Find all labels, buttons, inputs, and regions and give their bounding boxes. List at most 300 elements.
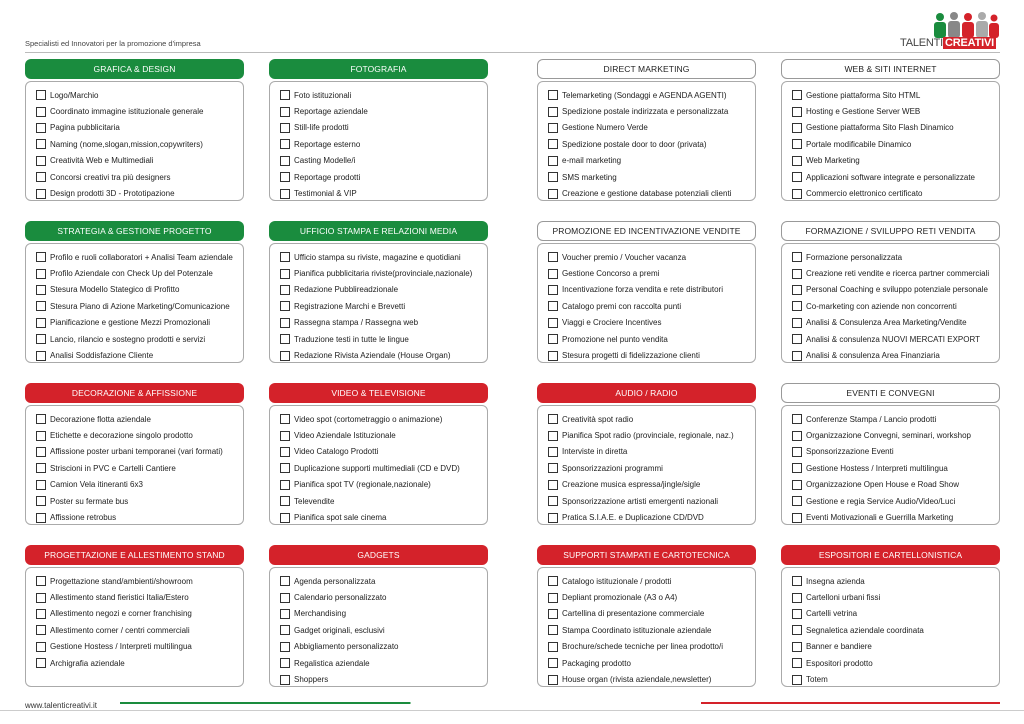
checklist-item xyxy=(280,493,487,509)
checkbox[interactable] xyxy=(548,642,558,652)
checklist-item-label: Pianifica pubblicitaria riviste(provinciale,nazionale) xyxy=(294,269,473,279)
checklist-item-label: Reportage esterno xyxy=(294,139,361,149)
checklist-item xyxy=(36,606,243,622)
checkbox[interactable] xyxy=(548,447,558,457)
checkbox[interactable] xyxy=(792,431,802,441)
checklist-item-label: Redazione Pubblireadzionale xyxy=(294,285,399,295)
checklist-item xyxy=(36,493,243,509)
checkbox[interactable] xyxy=(36,318,46,328)
checklist-item xyxy=(36,622,243,638)
checklist-item xyxy=(548,460,755,476)
checklist-item-label: Insegna azienda xyxy=(806,576,865,586)
checklist-item-label: Testimonial & VIP xyxy=(294,189,357,199)
checklist-item-label: SMS marketing xyxy=(562,172,617,182)
checkbox[interactable] xyxy=(36,642,46,652)
checklist-item-label: Segnaletica aziendale coordinata xyxy=(806,625,924,635)
checklist-item xyxy=(36,427,243,443)
checkbox[interactable] xyxy=(36,334,46,344)
checklist-item xyxy=(280,477,487,493)
checklist-item-label: Cartelli vetrina xyxy=(806,609,858,619)
checklist-item-label: Gestione Concorso a premi xyxy=(562,269,660,279)
checklist-item-label: Logo/Marchio xyxy=(50,90,99,100)
section-title: DECORAZIONE & AFFISSIONE xyxy=(25,383,244,403)
tagline: Specialisti ed Innovatori per la promozione d'impresa xyxy=(25,39,201,48)
people-logo-icon xyxy=(930,12,1000,38)
checkbox[interactable] xyxy=(792,675,802,685)
checklist-item-label: Espositori prodotto xyxy=(806,658,873,668)
checkbox[interactable] xyxy=(792,189,802,199)
checkbox[interactable] xyxy=(280,301,290,311)
checkbox[interactable] xyxy=(36,301,46,311)
checklist-item xyxy=(36,136,243,152)
checklist-item-label: Foto istituzionali xyxy=(294,90,352,100)
checklist-item-label: Reportage prodotti xyxy=(294,172,361,182)
checklist-item-label: Allestimento negozi e corner franchising xyxy=(50,609,192,619)
checklist-item xyxy=(548,671,755,687)
checklist-item-label: Stesura Piano di Azione Marketing/Comunicazione xyxy=(50,301,230,311)
checkbox[interactable] xyxy=(548,301,558,311)
checkbox[interactable] xyxy=(36,90,46,100)
section-checklist xyxy=(781,81,1000,201)
checklist-item xyxy=(792,639,999,655)
section-checklist xyxy=(25,243,244,363)
checkbox[interactable] xyxy=(548,252,558,262)
checklist-item-label: Regalistica aziendale xyxy=(294,658,370,668)
checklist-item xyxy=(548,249,755,265)
checklist-item xyxy=(36,169,243,185)
checklist-item xyxy=(792,477,999,493)
checklist-item xyxy=(792,655,999,671)
checkbox[interactable] xyxy=(548,480,558,490)
checklist-item-label: Creazione musica espressa/jingle/sigle xyxy=(562,480,701,490)
checklist-item xyxy=(792,120,999,136)
checklist-item xyxy=(548,120,755,136)
checklist-item xyxy=(792,589,999,605)
section-panel xyxy=(537,59,756,201)
checkbox[interactable] xyxy=(548,285,558,295)
checklist-item-label: Redazione Rivista Aziendale (House Organ) xyxy=(294,351,451,361)
checklist-item xyxy=(548,103,755,119)
checklist-item xyxy=(280,509,487,525)
section-checklist xyxy=(781,405,1000,525)
checklist-item xyxy=(280,249,487,265)
checklist-item-label: Analisi & consulenza Area Finanziaria xyxy=(806,351,940,361)
checklist-item-label: Allestimento stand fieristici Italia/Estero xyxy=(50,593,189,603)
checkbox[interactable] xyxy=(280,593,290,603)
checkbox[interactable] xyxy=(792,576,802,586)
checkbox[interactable] xyxy=(280,414,290,424)
checkbox[interactable] xyxy=(280,189,290,199)
section-checklist xyxy=(537,243,756,363)
checklist-item-label: Lancio, rilancio e sostegno prodotti e servizi xyxy=(50,334,206,344)
checkbox[interactable] xyxy=(280,351,290,361)
checklist-item-label: Pratica S.I.A.E. e Duplicazione CD/DVD xyxy=(562,513,704,523)
checklist-item-label: Naming (nome,slogan,mission,copywriters) xyxy=(50,139,203,149)
checklist-item xyxy=(280,573,487,589)
checkbox[interactable] xyxy=(792,480,802,490)
checkbox[interactable] xyxy=(548,463,558,473)
checkbox[interactable] xyxy=(36,576,46,586)
checkbox[interactable] xyxy=(792,139,802,149)
checklist-item xyxy=(280,120,487,136)
checkbox[interactable] xyxy=(792,496,802,506)
checkbox[interactable] xyxy=(36,447,46,457)
checklist-item-label: Organizzazione Convegni, seminari, workshop xyxy=(806,431,971,441)
checkbox[interactable] xyxy=(280,156,290,166)
section-panel xyxy=(269,545,488,687)
checklist-item xyxy=(792,265,999,281)
checklist-item-label: Cartelloni urbani fissi xyxy=(806,593,881,603)
checkbox[interactable] xyxy=(36,625,46,635)
checklist-item-label: Design prodotti 3D - Prototipazione xyxy=(50,189,175,199)
checklist-item xyxy=(36,153,243,169)
checklist-item-label: Interviste in diretta xyxy=(562,447,628,457)
checkbox[interactable] xyxy=(548,90,558,100)
checkbox[interactable] xyxy=(548,189,558,199)
section-title: DIRECT MARKETING xyxy=(537,59,756,79)
checkbox[interactable] xyxy=(548,513,558,523)
checkbox[interactable] xyxy=(548,658,558,668)
section-panel xyxy=(781,59,1000,201)
section-checklist xyxy=(25,567,244,687)
checkbox[interactable] xyxy=(792,252,802,262)
checkbox[interactable] xyxy=(36,414,46,424)
checkbox[interactable] xyxy=(792,609,802,619)
checkbox[interactable] xyxy=(792,658,802,668)
checkbox[interactable] xyxy=(280,318,290,328)
checklist-item xyxy=(280,282,487,298)
checkbox[interactable] xyxy=(280,609,290,619)
section-checklist xyxy=(269,405,488,525)
checkbox[interactable] xyxy=(792,593,802,603)
checklist-item-label: Video spot (cortometraggio o animazione) xyxy=(294,414,443,424)
checkbox[interactable] xyxy=(36,189,46,199)
checkbox[interactable] xyxy=(548,334,558,344)
checkbox[interactable] xyxy=(280,447,290,457)
checkbox[interactable] xyxy=(36,431,46,441)
checklist-item xyxy=(280,347,487,363)
checklist-item xyxy=(280,444,487,460)
footer-tricolor-line xyxy=(120,702,1000,704)
checklist-item xyxy=(280,639,487,655)
checklist-item-label: Traduzione testi in tutte le lingue xyxy=(294,334,409,344)
checklist-item xyxy=(36,120,243,136)
checklist-item-label: Affissione retrobus xyxy=(50,513,117,523)
checklist-item xyxy=(792,315,999,331)
checklist-item xyxy=(792,671,999,687)
checklist-item-label: Stesura progetti di fidelizzazione clienti xyxy=(562,351,700,361)
checklist-item-label: Etichette e decorazione singolo prodotto xyxy=(50,431,193,441)
checkbox[interactable] xyxy=(280,252,290,262)
section-checklist xyxy=(25,81,244,201)
checkbox[interactable] xyxy=(792,447,802,457)
checklist-item xyxy=(792,411,999,427)
checklist-item-label: Formazione personalizzata xyxy=(806,252,903,262)
checkbox[interactable] xyxy=(792,334,802,344)
checkbox[interactable] xyxy=(36,107,46,117)
checkbox[interactable] xyxy=(792,351,802,361)
checkbox[interactable] xyxy=(280,123,290,133)
checkbox[interactable] xyxy=(792,107,802,117)
checklist-item xyxy=(792,153,999,169)
section-title: PROGETTAZIONE E ALLESTIMENTO STAND xyxy=(25,545,244,565)
checkbox[interactable] xyxy=(792,642,802,652)
checkbox[interactable] xyxy=(792,301,802,311)
checklist-item-label: Still-life prodotti xyxy=(294,123,349,133)
checkbox[interactable] xyxy=(548,156,558,166)
checklist-item xyxy=(36,639,243,655)
checklist-item xyxy=(548,136,755,152)
checkbox[interactable] xyxy=(36,172,46,182)
checklist-item-label: Totem xyxy=(806,675,828,685)
footer-url[interactable]: www.talenticreativi.it xyxy=(25,701,98,710)
checkbox[interactable] xyxy=(36,351,46,361)
checkbox[interactable] xyxy=(36,480,46,490)
section-title: EVENTI E CONVEGNI xyxy=(781,383,1000,403)
checkbox[interactable] xyxy=(280,269,290,279)
section-panel xyxy=(537,545,756,687)
checklist-item-label: Analisi & Consulenza Area Marketing/Vendite xyxy=(806,318,967,328)
checklist-item xyxy=(792,103,999,119)
checklist-item xyxy=(36,103,243,119)
section-checklist xyxy=(537,81,756,201)
checklist-item-label: Incentivazione forza vendita e rete distributori xyxy=(562,285,723,295)
checkbox[interactable] xyxy=(36,496,46,506)
checklist-item-label: Gestione e regia Service Audio/Video/Luci xyxy=(806,496,956,506)
checklist-item xyxy=(792,509,999,525)
checklist-item xyxy=(548,444,755,460)
checkbox[interactable] xyxy=(792,625,802,635)
checklist-item-label: Personal Coaching e sviluppo potenziale personale xyxy=(806,285,988,295)
checklist-item-label: Gestione piattaforma Sito HTML xyxy=(806,90,921,100)
checkbox[interactable] xyxy=(280,480,290,490)
checkbox[interactable] xyxy=(548,675,558,685)
checklist-item-label: Catalogo premi con raccolta punti xyxy=(562,301,682,311)
checklist-item xyxy=(36,185,243,201)
checklist-item-label: Analisi & consulenza NUOVI MERCATI EXPORT xyxy=(806,334,980,344)
checkbox[interactable] xyxy=(792,90,802,100)
section-panel xyxy=(781,383,1000,525)
checklist-item-label: Progettazione stand/ambienti/showroom xyxy=(50,576,193,586)
checkbox[interactable] xyxy=(280,334,290,344)
checkbox[interactable] xyxy=(280,513,290,523)
checklist-item-label: Poster su fermate bus xyxy=(50,496,129,506)
checklist-item-label: Brochure/schede tecniche per linea prodotto/i xyxy=(562,642,723,652)
checklist-item xyxy=(548,639,755,655)
section-title: ESPOSITORI E CARTELLONISTICA xyxy=(781,545,1000,565)
footer-divider xyxy=(0,710,1024,711)
checkbox[interactable] xyxy=(548,576,558,586)
checklist-item xyxy=(548,606,755,622)
checkbox[interactable] xyxy=(280,658,290,668)
checklist-item xyxy=(792,493,999,509)
checkbox[interactable] xyxy=(548,625,558,635)
checkbox[interactable] xyxy=(548,172,558,182)
section-title: VIDEO & TELEVISIONE xyxy=(269,383,488,403)
checklist-item-label: Promozione nel punto vendita xyxy=(562,334,668,344)
section-checklist xyxy=(781,243,1000,363)
checklist-item xyxy=(548,573,755,589)
section-panel xyxy=(537,221,756,363)
checklist-item-label: Reportage aziendale xyxy=(294,107,368,117)
checkbox[interactable] xyxy=(792,463,802,473)
checklist-item xyxy=(280,185,487,201)
checklist-item xyxy=(792,169,999,185)
checklist-item xyxy=(280,606,487,622)
checkbox[interactable] xyxy=(36,658,46,668)
checklist-item xyxy=(280,655,487,671)
checklist-item xyxy=(548,411,755,427)
checkbox[interactable] xyxy=(792,285,802,295)
checklist-item-label: Camion Vela itineranti 6x3 xyxy=(50,480,143,490)
checklist-item xyxy=(280,411,487,427)
checkbox[interactable] xyxy=(548,318,558,328)
checklist-item-label: Gestione Numero Verde xyxy=(562,123,648,133)
checklist-item xyxy=(280,265,487,281)
checklist-item-label: Rassegna stampa / Rassegna web xyxy=(294,318,419,328)
checklist-item-label: Video Catalogo Prodotti xyxy=(294,447,379,457)
checkbox[interactable] xyxy=(792,156,802,166)
checklist-item-label: Concorsi creativi tra più designers xyxy=(50,172,171,182)
checkbox[interactable] xyxy=(280,625,290,635)
checkbox[interactable] xyxy=(36,609,46,619)
checkbox[interactable] xyxy=(548,123,558,133)
checklist-item xyxy=(36,298,243,314)
checklist-item xyxy=(792,136,999,152)
checklist-item-label: Allestimento corner / centri commerciali xyxy=(50,625,190,635)
checklist-item xyxy=(792,622,999,638)
checklist-item xyxy=(548,265,755,281)
checkbox[interactable] xyxy=(36,513,46,523)
checklist-item-label: Televendite xyxy=(294,496,335,506)
checklist-item xyxy=(36,460,243,476)
checklist-item-label: Telemarketing (Sondaggi e AGENDA AGENTI) xyxy=(562,90,727,100)
checkbox[interactable] xyxy=(792,318,802,328)
checkbox[interactable] xyxy=(36,463,46,473)
checklist-item xyxy=(792,460,999,476)
checklist-item-label: Creatività Web e Multimediali xyxy=(50,156,154,166)
checklist-item-label: Gestione piattaforma Sito Flash Dinamico xyxy=(806,123,954,133)
checklist-item-label: Pianifica Spot radio (provinciale, regionale, naz.) xyxy=(562,431,734,441)
logo-wordmark: TALENTI CREATIVI xyxy=(900,37,994,49)
checklist-item-label: Coordinato immagine istituzionale generale xyxy=(50,107,204,117)
checklist-item xyxy=(548,153,755,169)
checkbox[interactable] xyxy=(280,285,290,295)
checkbox[interactable] xyxy=(280,431,290,441)
checklist-item-label: Pianifica spot sale cinema xyxy=(294,513,387,523)
checklist-item-label: Portale modificabile Dinamico xyxy=(806,139,912,149)
checklist-item-label: Creazione e gestione database potenziali clienti xyxy=(562,189,732,199)
section-checklist xyxy=(781,567,1000,687)
checklist-item xyxy=(36,282,243,298)
checkbox[interactable] xyxy=(280,642,290,652)
checklist-item xyxy=(36,477,243,493)
section-checklist xyxy=(269,81,488,201)
checkbox[interactable] xyxy=(792,513,802,523)
section-title: GADGETS xyxy=(269,545,488,565)
checklist-item xyxy=(548,477,755,493)
checkbox[interactable] xyxy=(280,90,290,100)
checkbox[interactable] xyxy=(792,123,802,133)
section-title: UFFICIO STAMPA E RELAZIONI MEDIA xyxy=(269,221,488,241)
checklist-item-label: Viaggi e Crociere Incentives xyxy=(562,318,662,328)
checklist-item xyxy=(548,169,755,185)
checklist-item xyxy=(548,87,755,103)
checkbox[interactable] xyxy=(36,123,46,133)
checkbox[interactable] xyxy=(548,496,558,506)
checkbox[interactable] xyxy=(792,414,802,424)
checkbox[interactable] xyxy=(36,252,46,262)
checkbox[interactable] xyxy=(36,285,46,295)
section-panel xyxy=(25,383,244,525)
checklist-item xyxy=(36,573,243,589)
checklist-item-label: Conferenze Stampa / Lancio prodotti xyxy=(806,414,937,424)
checkbox[interactable] xyxy=(280,675,290,685)
checklist-item xyxy=(792,427,999,443)
checkbox[interactable] xyxy=(36,269,46,279)
checkbox[interactable] xyxy=(280,576,290,586)
checklist-item xyxy=(792,87,999,103)
checkbox[interactable] xyxy=(548,593,558,603)
checklist-item-label: Duplicazione supporti multimediali (CD e DVD) xyxy=(294,463,460,473)
checklist-item-label: Ufficio stampa su riviste, magazine e quotidiani xyxy=(294,252,461,262)
checkbox[interactable] xyxy=(280,107,290,117)
checklist-item xyxy=(280,460,487,476)
checkbox[interactable] xyxy=(548,139,558,149)
checkbox[interactable] xyxy=(548,431,558,441)
checkbox[interactable] xyxy=(280,172,290,182)
checklist-item-label: Cartellina di presentazione commerciale xyxy=(562,609,705,619)
checklist-item-label: Creatività spot radio xyxy=(562,414,634,424)
checklist-item xyxy=(36,315,243,331)
section-checklist xyxy=(537,567,756,687)
checklist-item-label: Shoppers xyxy=(294,675,329,685)
checkbox[interactable] xyxy=(548,107,558,117)
section-panel xyxy=(781,221,1000,363)
checkbox[interactable] xyxy=(548,414,558,424)
checkbox[interactable] xyxy=(280,496,290,506)
checklist-item-label: Web Marketing xyxy=(806,156,860,166)
checkbox[interactable] xyxy=(792,172,802,182)
checklist-item xyxy=(36,509,243,525)
checkbox[interactable] xyxy=(280,139,290,149)
checkbox[interactable] xyxy=(548,351,558,361)
checklist-item-label: Merchandising xyxy=(294,609,347,619)
checkbox[interactable] xyxy=(548,269,558,279)
checkbox[interactable] xyxy=(36,139,46,149)
checklist-item xyxy=(548,298,755,314)
checkbox[interactable] xyxy=(548,609,558,619)
section-panel xyxy=(537,383,756,525)
section-title: SUPPORTI STAMPATI E CARTOTECNICA xyxy=(537,545,756,565)
checkbox[interactable] xyxy=(280,463,290,473)
checklist-item-label: Profilo Aziendale con Check Up del Potenzale xyxy=(50,269,213,279)
checklist-item-label: Hosting e Gestione Server WEB xyxy=(806,107,921,117)
checkbox[interactable] xyxy=(792,269,802,279)
checklist-item-label: Affissione poster urbani temporanei (vari formati) xyxy=(50,447,223,457)
checklist-item xyxy=(792,347,999,363)
checklist-item-label: Eventi Motivazionali e Guerrilla Marketing xyxy=(806,513,954,523)
checklist-item xyxy=(280,298,487,314)
header-divider xyxy=(25,52,1000,53)
checkbox[interactable] xyxy=(36,593,46,603)
checklist-item xyxy=(548,185,755,201)
checklist-item xyxy=(280,136,487,152)
checkbox[interactable] xyxy=(36,156,46,166)
section-checklist xyxy=(25,405,244,525)
checklist-item-label: Agenda personalizzata xyxy=(294,576,376,586)
checklist-item-label: Gestione Hostess / Interpreti multilingua xyxy=(50,642,192,652)
